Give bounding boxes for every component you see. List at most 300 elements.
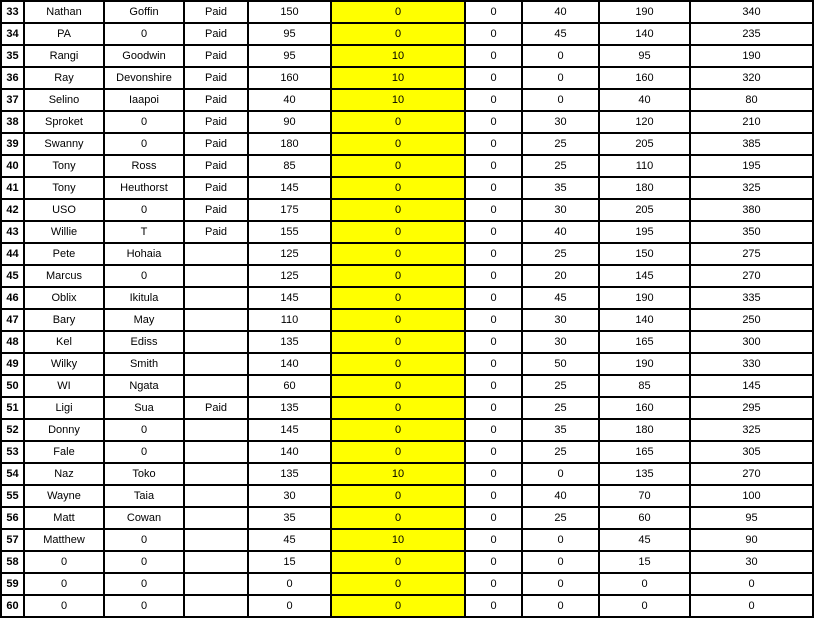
last-name-cell[interactable]: Hohaia	[104, 243, 184, 265]
value-cell-2[interactable]: 0	[465, 133, 522, 155]
row-number-cell[interactable]: 59	[1, 573, 24, 595]
first-name-cell[interactable]: Matthew	[24, 529, 104, 551]
value-cell-2[interactable]: 0	[465, 485, 522, 507]
value-cell-1[interactable]: 155	[248, 221, 331, 243]
value-cell-4[interactable]: 160	[599, 397, 690, 419]
paid-status-cell[interactable]: Paid	[184, 89, 248, 111]
value-cell-2[interactable]: 0	[465, 23, 522, 45]
value-cell-5[interactable]: 330	[690, 353, 813, 375]
value-cell-4[interactable]: 95	[599, 45, 690, 67]
value-cell-5[interactable]: 385	[690, 133, 813, 155]
table-row	[1, 529, 813, 551]
last-name-cell[interactable]: 0	[104, 441, 184, 463]
value-cell-3[interactable]: 45	[522, 287, 599, 309]
first-name-cell[interactable]: 0	[24, 551, 104, 573]
row-number-cell[interactable]: 37	[1, 89, 24, 111]
value-cell-3[interactable]: 35	[522, 177, 599, 199]
row-number-cell[interactable]: 55	[1, 485, 24, 507]
value-cell-1[interactable]: 145	[248, 287, 331, 309]
last-name-cell[interactable]: Taia	[104, 485, 184, 507]
table-row	[1, 287, 813, 309]
value-cell-1[interactable]: 135	[248, 397, 331, 419]
table-row	[1, 1, 813, 23]
highlighted-value-cell[interactable]: 10	[331, 45, 465, 67]
value-cell-2[interactable]: 0	[465, 265, 522, 287]
value-cell-2[interactable]: 0	[465, 397, 522, 419]
value-cell-5[interactable]: 275	[690, 243, 813, 265]
value-cell-3[interactable]: 25	[522, 507, 599, 529]
value-cell-3[interactable]: 0	[522, 573, 599, 595]
value-cell-2[interactable]: 0	[465, 221, 522, 243]
value-cell-5[interactable]: 210	[690, 111, 813, 133]
value-cell-4[interactable]: 135	[599, 463, 690, 485]
table-row	[1, 309, 813, 331]
value-cell-4[interactable]: 190	[599, 287, 690, 309]
value-cell-1[interactable]: 30	[248, 485, 331, 507]
value-cell-3[interactable]: 30	[522, 111, 599, 133]
value-cell-4[interactable]: 40	[599, 89, 690, 111]
highlighted-value-cell[interactable]: 0	[331, 155, 465, 177]
row-number-cell[interactable]: 53	[1, 441, 24, 463]
value-cell-2[interactable]: 0	[465, 529, 522, 551]
last-name-cell[interactable]: Ediss	[104, 331, 184, 353]
value-cell-2[interactable]: 0	[465, 67, 522, 89]
table-row	[1, 45, 813, 67]
paid-status-cell[interactable]	[184, 243, 248, 265]
value-cell-5[interactable]: 270	[690, 463, 813, 485]
value-cell-2[interactable]: 0	[465, 507, 522, 529]
row-number-cell[interactable]: 56	[1, 507, 24, 529]
highlighted-value-cell[interactable]: 0	[331, 287, 465, 309]
row-number-cell[interactable]: 54	[1, 463, 24, 485]
value-cell-1[interactable]: 180	[248, 133, 331, 155]
value-cell-1[interactable]: 35	[248, 507, 331, 529]
last-name-cell[interactable]: Ross	[104, 155, 184, 177]
table-row	[1, 133, 813, 155]
value-cell-1[interactable]: 0	[248, 573, 331, 595]
value-cell-1[interactable]: 160	[248, 67, 331, 89]
first-name-cell[interactable]: Selino	[24, 89, 104, 111]
value-cell-5[interactable]: 0	[690, 573, 813, 595]
value-cell-4[interactable]: 70	[599, 485, 690, 507]
value-cell-5[interactable]: 145	[690, 375, 813, 397]
last-name-cell[interactable]: 0	[104, 529, 184, 551]
first-name-cell[interactable]: 0	[24, 573, 104, 595]
last-name-cell[interactable]: Ikitula	[104, 287, 184, 309]
table-row	[1, 595, 813, 617]
row-number-cell[interactable]: 50	[1, 375, 24, 397]
value-cell-1[interactable]: 125	[248, 265, 331, 287]
table-row	[1, 177, 813, 199]
value-cell-5[interactable]: 95	[690, 507, 813, 529]
row-number-cell[interactable]: 58	[1, 551, 24, 573]
value-cell-1[interactable]: 145	[248, 177, 331, 199]
highlighted-value-cell[interactable]: 0	[331, 221, 465, 243]
value-cell-5[interactable]: 335	[690, 287, 813, 309]
paid-status-cell[interactable]: Paid	[184, 177, 248, 199]
value-cell-4[interactable]: 120	[599, 111, 690, 133]
value-cell-4[interactable]: 145	[599, 265, 690, 287]
value-cell-5[interactable]: 235	[690, 23, 813, 45]
value-cell-3[interactable]: 0	[522, 463, 599, 485]
highlighted-value-cell[interactable]: 0	[331, 199, 465, 221]
value-cell-3[interactable]: 30	[522, 331, 599, 353]
value-cell-1[interactable]: 40	[248, 89, 331, 111]
value-cell-2[interactable]: 0	[465, 177, 522, 199]
row-number-cell[interactable]: 43	[1, 221, 24, 243]
first-name-cell[interactable]: Rangi	[24, 45, 104, 67]
value-cell-2[interactable]: 0	[465, 463, 522, 485]
value-cell-1[interactable]: 145	[248, 419, 331, 441]
value-cell-3[interactable]: 25	[522, 243, 599, 265]
last-name-cell[interactable]: 0	[104, 265, 184, 287]
paid-status-cell[interactable]	[184, 595, 248, 617]
paid-status-cell[interactable]	[184, 419, 248, 441]
paid-status-cell[interactable]	[184, 309, 248, 331]
value-cell-3[interactable]: 40	[522, 485, 599, 507]
last-name-cell[interactable]: T	[104, 221, 184, 243]
highlighted-value-cell[interactable]: 0	[331, 507, 465, 529]
value-cell-5[interactable]: 80	[690, 89, 813, 111]
value-cell-1[interactable]: 150	[248, 1, 331, 23]
last-name-cell[interactable]: May	[104, 309, 184, 331]
paid-status-cell[interactable]	[184, 551, 248, 573]
value-cell-3[interactable]: 0	[522, 89, 599, 111]
first-name-cell[interactable]: Pete	[24, 243, 104, 265]
value-cell-3[interactable]: 25	[522, 441, 599, 463]
highlighted-value-cell[interactable]: 0	[331, 441, 465, 463]
value-cell-4[interactable]: 140	[599, 23, 690, 45]
value-cell-2[interactable]: 0	[465, 551, 522, 573]
highlighted-value-cell[interactable]: 10	[331, 67, 465, 89]
value-cell-4[interactable]: 205	[599, 133, 690, 155]
value-cell-3[interactable]: 50	[522, 353, 599, 375]
table-row	[1, 155, 813, 177]
value-cell-3[interactable]: 25	[522, 155, 599, 177]
last-name-cell[interactable]: 0	[104, 199, 184, 221]
last-name-cell[interactable]: Heuthorst	[104, 177, 184, 199]
value-cell-4[interactable]: 180	[599, 177, 690, 199]
first-name-cell[interactable]: Oblix	[24, 287, 104, 309]
highlighted-value-cell[interactable]: 10	[331, 529, 465, 551]
row-number-cell[interactable]: 46	[1, 287, 24, 309]
value-cell-5[interactable]: 195	[690, 155, 813, 177]
value-cell-1[interactable]: 135	[248, 331, 331, 353]
paid-status-cell[interactable]: Paid	[184, 221, 248, 243]
value-cell-5[interactable]: 300	[690, 331, 813, 353]
highlighted-value-cell[interactable]: 0	[331, 419, 465, 441]
paid-status-cell[interactable]: Paid	[184, 111, 248, 133]
last-name-cell[interactable]: 0	[104, 419, 184, 441]
first-name-cell[interactable]: Nathan	[24, 1, 104, 23]
highlighted-value-cell[interactable]: 0	[331, 331, 465, 353]
value-cell-3[interactable]: 45	[522, 23, 599, 45]
last-name-cell[interactable]: Cowan	[104, 507, 184, 529]
value-cell-5[interactable]: 30	[690, 551, 813, 573]
first-name-cell[interactable]: Ligi	[24, 397, 104, 419]
first-name-cell[interactable]: Wilky	[24, 353, 104, 375]
value-cell-1[interactable]: 135	[248, 463, 331, 485]
value-cell-2[interactable]: 0	[465, 111, 522, 133]
highlighted-value-cell[interactable]: 0	[331, 551, 465, 573]
first-name-cell[interactable]: WI	[24, 375, 104, 397]
paid-status-cell[interactable]: Paid	[184, 155, 248, 177]
highlighted-value-cell[interactable]: 0	[331, 353, 465, 375]
highlighted-value-cell[interactable]: 10	[331, 89, 465, 111]
first-name-cell[interactable]: Donny	[24, 419, 104, 441]
last-name-cell[interactable]: Toko	[104, 463, 184, 485]
value-cell-2[interactable]: 0	[465, 155, 522, 177]
first-name-cell[interactable]: Marcus	[24, 265, 104, 287]
value-cell-4[interactable]: 15	[599, 551, 690, 573]
value-cell-5[interactable]: 295	[690, 397, 813, 419]
table-body	[1, 1, 813, 617]
last-name-cell[interactable]: 0	[104, 111, 184, 133]
value-cell-1[interactable]: 15	[248, 551, 331, 573]
row-number-cell[interactable]: 38	[1, 111, 24, 133]
first-name-cell[interactable]: Willie	[24, 221, 104, 243]
value-cell-2[interactable]: 0	[465, 331, 522, 353]
highlighted-value-cell[interactable]: 0	[331, 1, 465, 23]
row-number-cell[interactable]: 49	[1, 353, 24, 375]
value-cell-4[interactable]: 180	[599, 419, 690, 441]
value-cell-2[interactable]: 0	[465, 353, 522, 375]
table-row	[1, 111, 813, 133]
first-name-cell[interactable]: Sproket	[24, 111, 104, 133]
row-number-cell[interactable]: 57	[1, 529, 24, 551]
first-name-cell[interactable]: Naz	[24, 463, 104, 485]
value-cell-5[interactable]: 100	[690, 485, 813, 507]
paid-status-cell[interactable]: Paid	[184, 1, 248, 23]
value-cell-1[interactable]: 90	[248, 111, 331, 133]
value-cell-4[interactable]: 45	[599, 529, 690, 551]
value-cell-3[interactable]: 20	[522, 265, 599, 287]
value-cell-3[interactable]: 40	[522, 1, 599, 23]
value-cell-3[interactable]: 0	[522, 45, 599, 67]
row-number-cell[interactable]: 45	[1, 265, 24, 287]
first-name-cell[interactable]: Swanny	[24, 133, 104, 155]
first-name-cell[interactable]: PA	[24, 23, 104, 45]
row-number-cell[interactable]: 51	[1, 397, 24, 419]
last-name-cell[interactable]: Smith	[104, 353, 184, 375]
value-cell-5[interactable]: 90	[690, 529, 813, 551]
table-row	[1, 89, 813, 111]
paid-status-cell[interactable]: Paid	[184, 67, 248, 89]
value-cell-2[interactable]: 0	[465, 243, 522, 265]
value-cell-3[interactable]: 0	[522, 595, 599, 617]
highlighted-value-cell[interactable]: 0	[331, 397, 465, 419]
first-name-cell[interactable]: Kel	[24, 331, 104, 353]
paid-status-cell[interactable]	[184, 441, 248, 463]
row-number-cell[interactable]: 40	[1, 155, 24, 177]
value-cell-5[interactable]: 305	[690, 441, 813, 463]
value-cell-2[interactable]: 0	[465, 45, 522, 67]
highlighted-value-cell[interactable]: 0	[331, 23, 465, 45]
highlighted-value-cell[interactable]: 0	[331, 595, 465, 617]
value-cell-5[interactable]: 340	[690, 1, 813, 23]
first-name-cell[interactable]: Bary	[24, 309, 104, 331]
value-cell-2[interactable]: 0	[465, 199, 522, 221]
last-name-cell[interactable]: Ngata	[104, 375, 184, 397]
highlighted-value-cell[interactable]: 0	[331, 573, 465, 595]
first-name-cell[interactable]: Tony	[24, 155, 104, 177]
row-number-cell[interactable]: 36	[1, 67, 24, 89]
value-cell-2[interactable]: 0	[465, 287, 522, 309]
value-cell-5[interactable]: 350	[690, 221, 813, 243]
paid-status-cell[interactable]: Paid	[184, 45, 248, 67]
value-cell-3[interactable]: 0	[522, 67, 599, 89]
value-cell-4[interactable]: 85	[599, 375, 690, 397]
paid-status-cell[interactable]: Paid	[184, 397, 248, 419]
row-number-cell[interactable]: 39	[1, 133, 24, 155]
value-cell-2[interactable]: 0	[465, 573, 522, 595]
value-cell-5[interactable]: 270	[690, 265, 813, 287]
value-cell-5[interactable]: 380	[690, 199, 813, 221]
first-name-cell[interactable]: Matt	[24, 507, 104, 529]
paid-status-cell[interactable]	[184, 265, 248, 287]
value-cell-1[interactable]: 125	[248, 243, 331, 265]
value-cell-3[interactable]: 25	[522, 133, 599, 155]
highlighted-value-cell[interactable]: 0	[331, 111, 465, 133]
value-cell-4[interactable]: 165	[599, 441, 690, 463]
last-name-cell[interactable]: 0	[104, 551, 184, 573]
paid-status-cell[interactable]	[184, 375, 248, 397]
highlighted-value-cell[interactable]: 0	[331, 309, 465, 331]
row-number-cell[interactable]: 34	[1, 23, 24, 45]
paid-status-cell[interactable]	[184, 507, 248, 529]
highlighted-value-cell[interactable]: 0	[331, 485, 465, 507]
value-cell-5[interactable]: 0	[690, 595, 813, 617]
paid-status-cell[interactable]: Paid	[184, 133, 248, 155]
value-cell-4[interactable]: 205	[599, 199, 690, 221]
value-cell-1[interactable]: 175	[248, 199, 331, 221]
value-cell-2[interactable]: 0	[465, 595, 522, 617]
paid-status-cell[interactable]	[184, 529, 248, 551]
value-cell-1[interactable]: 85	[248, 155, 331, 177]
last-name-cell[interactable]: 0	[104, 23, 184, 45]
row-number-cell[interactable]: 44	[1, 243, 24, 265]
value-cell-3[interactable]: 40	[522, 221, 599, 243]
value-cell-1[interactable]: 95	[248, 23, 331, 45]
paid-status-cell[interactable]	[184, 331, 248, 353]
value-cell-5[interactable]: 325	[690, 419, 813, 441]
value-cell-1[interactable]: 140	[248, 441, 331, 463]
value-cell-5[interactable]: 320	[690, 67, 813, 89]
paid-status-cell[interactable]	[184, 463, 248, 485]
value-cell-2[interactable]: 0	[465, 309, 522, 331]
value-cell-4[interactable]: 0	[599, 595, 690, 617]
last-name-cell[interactable]: Goffin	[104, 1, 184, 23]
paid-status-cell[interactable]	[184, 573, 248, 595]
first-name-cell[interactable]: Tony	[24, 177, 104, 199]
paid-status-cell[interactable]	[184, 485, 248, 507]
value-cell-4[interactable]: 150	[599, 243, 690, 265]
paid-status-cell[interactable]	[184, 353, 248, 375]
value-cell-3[interactable]: 25	[522, 375, 599, 397]
value-cell-2[interactable]: 0	[465, 419, 522, 441]
row-number-cell[interactable]: 48	[1, 331, 24, 353]
first-name-cell[interactable]: 0	[24, 595, 104, 617]
highlighted-value-cell[interactable]: 0	[331, 375, 465, 397]
last-name-cell[interactable]: Devonshire	[104, 67, 184, 89]
highlighted-value-cell[interactable]: 0	[331, 177, 465, 199]
last-name-cell[interactable]: 0	[104, 573, 184, 595]
row-number-cell[interactable]: 33	[1, 1, 24, 23]
value-cell-4[interactable]: 165	[599, 331, 690, 353]
last-name-cell[interactable]: Goodwin	[104, 45, 184, 67]
value-cell-1[interactable]: 140	[248, 353, 331, 375]
first-name-cell[interactable]: Ray	[24, 67, 104, 89]
value-cell-4[interactable]: 110	[599, 155, 690, 177]
value-cell-3[interactable]: 30	[522, 199, 599, 221]
last-name-cell[interactable]: Sua	[104, 397, 184, 419]
value-cell-3[interactable]: 0	[522, 551, 599, 573]
value-cell-3[interactable]: 35	[522, 419, 599, 441]
row-number-cell[interactable]: 60	[1, 595, 24, 617]
value-cell-2[interactable]: 0	[465, 441, 522, 463]
value-cell-3[interactable]: 25	[522, 397, 599, 419]
value-cell-1[interactable]: 60	[248, 375, 331, 397]
highlighted-value-cell[interactable]: 0	[331, 133, 465, 155]
highlighted-value-cell[interactable]: 0	[331, 265, 465, 287]
first-name-cell[interactable]: USO	[24, 199, 104, 221]
first-name-cell[interactable]: Fale	[24, 441, 104, 463]
row-number-cell[interactable]: 35	[1, 45, 24, 67]
first-name-cell[interactable]: Wayne	[24, 485, 104, 507]
paid-status-cell[interactable]: Paid	[184, 23, 248, 45]
value-cell-3[interactable]: 30	[522, 309, 599, 331]
last-name-cell[interactable]: 0	[104, 595, 184, 617]
row-number-cell[interactable]: 52	[1, 419, 24, 441]
table-row	[1, 441, 813, 463]
value-cell-4[interactable]: 195	[599, 221, 690, 243]
value-cell-2[interactable]: 0	[465, 89, 522, 111]
value-cell-5[interactable]: 325	[690, 177, 813, 199]
value-cell-5[interactable]: 190	[690, 45, 813, 67]
value-cell-4[interactable]: 140	[599, 309, 690, 331]
last-name-cell[interactable]: 0	[104, 133, 184, 155]
highlighted-value-cell[interactable]: 0	[331, 243, 465, 265]
last-name-cell[interactable]: Iaapoi	[104, 89, 184, 111]
value-cell-5[interactable]: 250	[690, 309, 813, 331]
value-cell-2[interactable]: 0	[465, 375, 522, 397]
table-row	[1, 463, 813, 485]
table-row	[1, 375, 813, 397]
paid-status-cell[interactable]: Paid	[184, 199, 248, 221]
value-cell-1[interactable]: 45	[248, 529, 331, 551]
row-number-cell[interactable]: 42	[1, 199, 24, 221]
value-cell-4[interactable]: 60	[599, 507, 690, 529]
table-row	[1, 221, 813, 243]
row-number-cell[interactable]: 47	[1, 309, 24, 331]
highlighted-value-cell[interactable]: 10	[331, 463, 465, 485]
value-cell-3[interactable]: 0	[522, 529, 599, 551]
value-cell-4[interactable]: 160	[599, 67, 690, 89]
table-row	[1, 265, 813, 287]
table-row	[1, 67, 813, 89]
value-cell-4[interactable]: 190	[599, 1, 690, 23]
value-cell-2[interactable]: 0	[465, 1, 522, 23]
paid-status-cell[interactable]	[184, 287, 248, 309]
value-cell-1[interactable]: 0	[248, 595, 331, 617]
value-cell-4[interactable]: 190	[599, 353, 690, 375]
value-cell-1[interactable]: 110	[248, 309, 331, 331]
value-cell-1[interactable]: 95	[248, 45, 331, 67]
value-cell-4[interactable]: 0	[599, 573, 690, 595]
row-number-cell[interactable]: 41	[1, 177, 24, 199]
table-row	[1, 573, 813, 595]
table-row	[1, 243, 813, 265]
